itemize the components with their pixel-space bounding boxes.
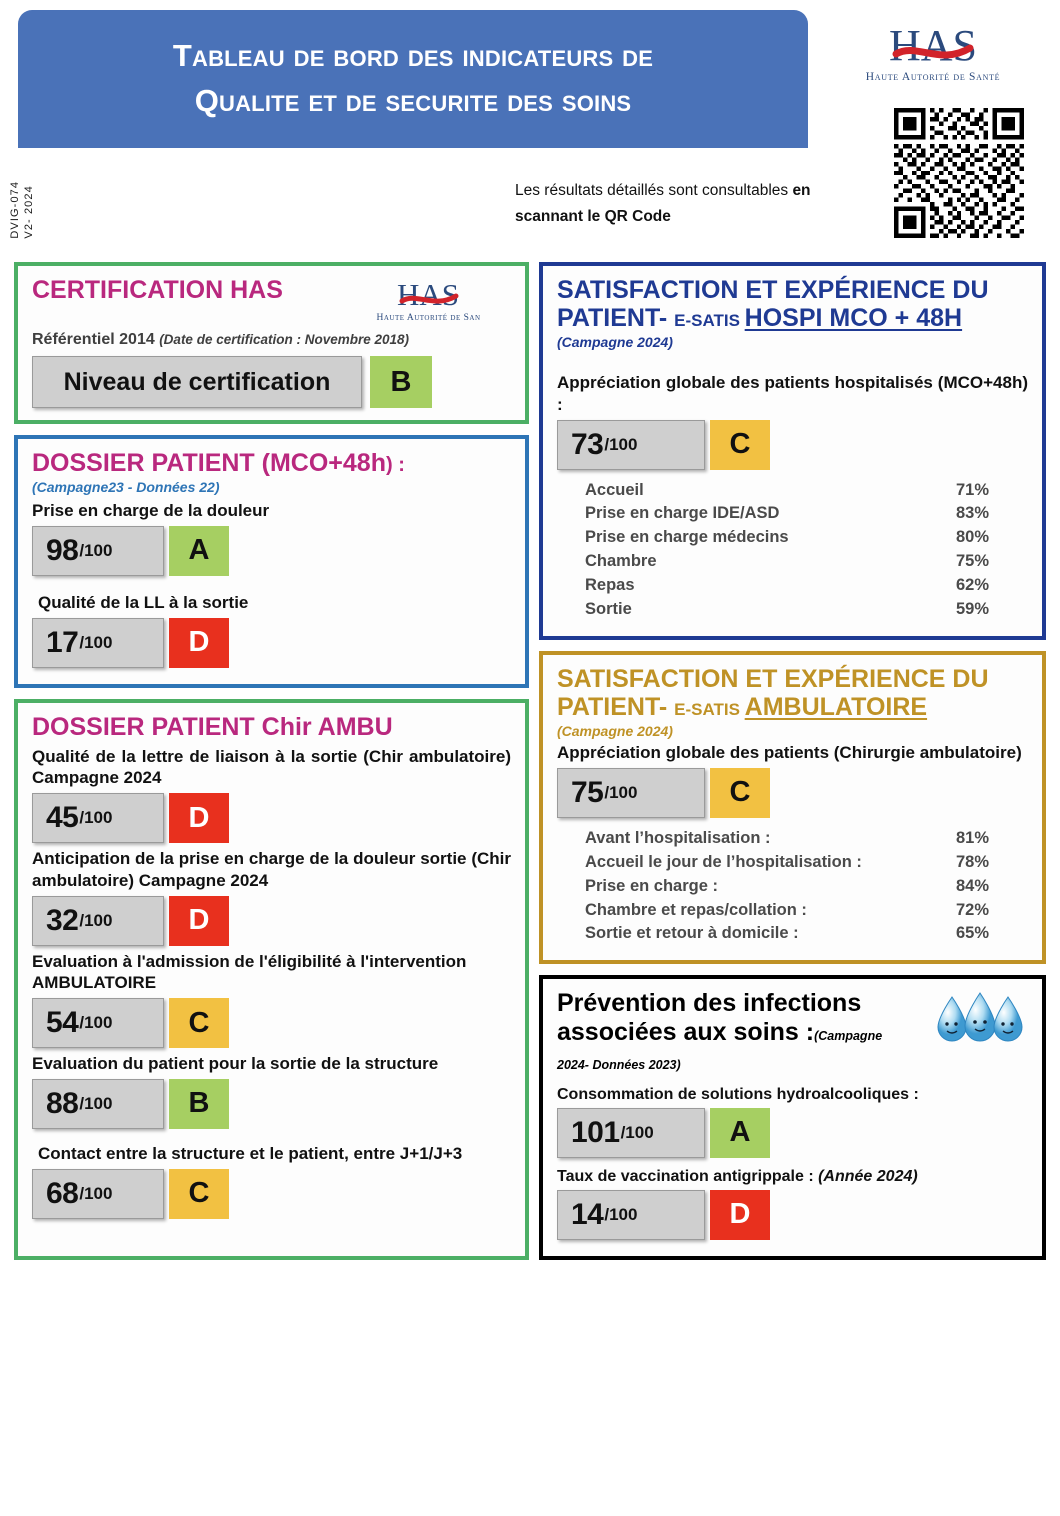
svg-text:HAS: HAS <box>888 22 978 70</box>
breakdown-row <box>585 598 1005 622</box>
dossier-ambu-score-box-0 <box>32 793 164 843</box>
satisfaction-mco-campaign: (Campagne 2024) <box>557 334 673 350</box>
dossier-ambu-score-value-2: 54 <box>46 1006 79 1039</box>
dossier-ambu-grade-4: C <box>169 1169 229 1219</box>
qr-instruction-bold: en scannant le QR Code <box>515 182 811 225</box>
dossier-mco-campaign: (Campagne23 - Données 22) <box>32 479 220 495</box>
certification-level-row <box>32 356 511 408</box>
satisfaction-mco-title <box>557 276 1028 332</box>
infections-indicator-label-1 <box>557 1168 1028 1186</box>
left-column <box>14 262 529 1260</box>
certification-has-logo <box>346 276 511 323</box>
panel-satisfaction-ambulatoire <box>539 651 1046 964</box>
infections-score-box-1 <box>557 1190 705 1240</box>
dashboard-title-banner <box>18 10 808 148</box>
satisfaction-mco-title-line1: SATISFACTION ET EXPÉRIENCE DU <box>557 276 989 304</box>
breakdown-value: 71% <box>955 480 989 499</box>
satisfaction-ambu-title-scope: AMBULATOIRE <box>744 693 928 722</box>
infections-score-denom-1: /100 <box>604 1204 638 1224</box>
breakdown-value: 80% <box>955 528 989 547</box>
breakdown-value: 59% <box>955 600 989 619</box>
dossier-mco-score-denom-1: /100 <box>79 632 113 652</box>
dossier-mco-score-value-1: 17 <box>46 625 79 659</box>
satisfaction-mco-score-value: 73 <box>571 427 604 461</box>
dossier-mco-score-row-1 <box>32 618 511 668</box>
dossier-ambu-score-value-4: 68 <box>46 1176 79 1210</box>
infections-score-value-1: 14 <box>571 1197 604 1231</box>
certification-has-logo-subtitle: Haute Autorité de San <box>376 313 481 323</box>
satisfaction-ambu-title-line2a: PATIENT- <box>557 693 675 722</box>
breakdown-value: 72% <box>955 900 989 919</box>
dossier-ambu-indicator-label-4: Contact entre la structure et le patient, entre J+1/J+3 <box>38 1143 463 1163</box>
dossier-ambu-score-denom-2: /100 <box>79 1013 113 1032</box>
dossier-mco-indicator-label-0: Prise en charge de la douleur <box>32 501 270 520</box>
breakdown-label: Sortie et retour à domicile : <box>585 924 799 943</box>
satisfaction-mco-title-scope: HOSPI MCO + 48H <box>744 304 963 332</box>
satisfaction-mco-global-label: Appréciation globale des patients hospitalisés (MCO+48h) : <box>557 373 1028 414</box>
dossier-ambu-score-value-3: 88 <box>46 1086 79 1120</box>
dossier-ambu-score-value-0: 45 <box>46 801 79 834</box>
dossier-ambu-score-box-3 <box>32 1079 164 1129</box>
qr-instruction-normal: Les résultats détaillés sont consultables <box>515 182 793 199</box>
dossier-mco-score-box-0 <box>32 526 164 576</box>
infections-score-row-1 <box>557 1190 1028 1240</box>
breakdown-label: Repas <box>585 576 635 595</box>
dossier-ambu-indicator-label-1: Anticipation de la prise en charge de la douleur sortie (Chir ambulatoire) Campagne 2024 <box>32 849 511 890</box>
dossier-ambu-score-denom-3: /100 <box>79 1093 113 1113</box>
dossier-ambu-score-row-0 <box>32 793 511 843</box>
satisfaction-ambu-grade: C <box>710 768 770 818</box>
breakdown-row <box>585 550 1005 574</box>
breakdown-value: 62% <box>955 576 989 595</box>
breakdown-value: 83% <box>955 504 989 523</box>
dossier-ambu-score-denom-4: /100 <box>79 1183 113 1203</box>
certification-title: CERTIFICATION HAS <box>32 276 283 304</box>
dossier-ambu-grade-0: D <box>169 793 229 843</box>
satisfaction-ambu-title-line1: SATISFACTION ET EXPÉRIENCE DU <box>557 665 989 694</box>
dossier-ambu-score-box-4 <box>32 1169 164 1219</box>
dossier-mco-score-value-0: 98 <box>46 533 79 567</box>
qr-instruction-text <box>515 178 875 229</box>
satisfaction-mco-title-esatis: E-SATIS <box>674 311 745 330</box>
breakdown-row <box>585 502 1005 526</box>
breakdown-row <box>585 526 1005 550</box>
certification-level-grade: B <box>370 356 432 408</box>
dossier-ambu-score-row-1 <box>32 896 511 946</box>
dossier-mco-score-denom-0: /100 <box>79 540 113 560</box>
water-droplets-icon <box>932 991 1028 1049</box>
has-logo-mark <box>828 22 1038 70</box>
dossier-ambu-score-denom-0: /100 <box>79 808 113 827</box>
satisfaction-ambu-score-value: 75 <box>571 775 604 809</box>
breakdown-label: Accueil le jour de l’hospitalisation : <box>585 852 862 871</box>
infections-score-denom-0: /100 <box>620 1122 654 1142</box>
dossier-mco-grade-0: A <box>169 526 229 576</box>
infections-score-value-0: 101 <box>571 1115 620 1149</box>
infections-title <box>557 989 917 1075</box>
breakdown-value: 78% <box>955 852 989 871</box>
infections-title-line2: associées aux soins : <box>557 1018 815 1047</box>
svg-text:HAS: HAS <box>396 278 460 312</box>
breakdown-row <box>585 899 1005 923</box>
infections-title-line1: Prévention des infections <box>557 989 862 1018</box>
infections-score-row-0 <box>557 1108 1028 1158</box>
certification-referential <box>32 331 511 349</box>
page-title-line-2: Qualite et de securite des soins <box>194 83 632 118</box>
breakdown-row <box>585 851 1005 875</box>
panel-dossier-patient-mco <box>14 435 529 688</box>
dossier-ambu-score-box-1 <box>32 896 164 946</box>
breakdown-row <box>585 574 1005 598</box>
dossier-ambu-grade-2: C <box>169 998 229 1048</box>
satisfaction-mco-score-box <box>557 420 705 470</box>
dossier-mco-title-main: DOSSIER PATIENT (MCO+48h <box>32 449 386 477</box>
dossier-ambu-score-row-4 <box>32 1169 511 1219</box>
certification-referential-date: (Date de certification : Novembre 2018) <box>159 332 410 347</box>
certification-has-logo-svg <box>346 278 511 312</box>
satisfaction-ambu-score-box <box>557 768 705 818</box>
satisfaction-ambu-campaign: (Campagne 2024) <box>557 723 673 740</box>
breakdown-row <box>585 479 1005 503</box>
satisfaction-mco-title-line2a: PATIENT- <box>557 304 675 332</box>
page-title-line-1: Tableau de bord des indicateurs de <box>172 38 654 74</box>
certification-has-logo-mark <box>346 278 511 312</box>
breakdown-value: 65% <box>955 924 989 943</box>
breakdown-label: Prise en charge : <box>585 876 718 895</box>
satisfaction-mco-breakdown <box>585 479 1005 623</box>
certification-referential-label: Référentiel 2014 <box>32 331 155 348</box>
infections-indicator-label-0: Consommation de solutions hydroalcooliques : <box>557 1085 919 1103</box>
dossier-mco-title <box>32 449 511 477</box>
breakdown-row <box>585 922 1005 946</box>
dossier-mco-score-box-1 <box>32 618 164 668</box>
dossier-ambu-score-box-2 <box>32 998 164 1048</box>
dossier-ambu-score-row-2 <box>32 998 511 1048</box>
dossier-ambu-indicator-label-3: Evaluation du patient pour la sortie de la structure <box>32 1054 439 1073</box>
water-droplets-svg <box>932 991 1028 1049</box>
dossier-mco-indicator-label-1: Qualité de la LL à la sortie <box>38 592 249 612</box>
dossier-mco-title-tail: ) : <box>385 454 405 476</box>
infections-grade-1: D <box>710 1190 770 1240</box>
infections-campaign: (Campagne 2024- Données 2023) <box>557 1029 883 1072</box>
satisfaction-mco-grade: C <box>710 420 770 470</box>
infections-score-box-0 <box>557 1108 705 1158</box>
dossier-ambu-title: DOSSIER PATIENT Chir AMBU <box>32 712 393 741</box>
breakdown-label: Prise en charge IDE/ASD <box>585 504 780 523</box>
breakdown-label: Sortie <box>585 600 632 619</box>
infections-indicator-note-1: (Année 2024) <box>818 1167 918 1185</box>
satisfaction-ambu-score-row <box>557 768 1028 818</box>
dossier-mco-score-row-0 <box>32 526 511 576</box>
breakdown-label: Prise en charge médecins <box>585 528 789 547</box>
dashboard-body <box>0 262 1060 1260</box>
satisfaction-ambu-title-esatis: E-SATIS <box>674 700 745 720</box>
satisfaction-ambu-title <box>557 665 1028 721</box>
infections-header <box>557 989 1028 1075</box>
breakdown-label: Chambre et repas/collation : <box>585 900 807 919</box>
breakdown-value: 81% <box>955 828 989 847</box>
dossier-mco-grade-1: D <box>169 618 229 668</box>
has-logo-subtitle: Haute Autorité de Santé <box>865 71 1001 83</box>
dossier-ambu-score-denom-1: /100 <box>79 910 113 930</box>
page-header <box>0 0 1060 239</box>
qr-code[interactable] <box>894 108 1024 238</box>
certification-header <box>32 276 511 323</box>
dossier-ambu-grade-1: D <box>169 896 229 946</box>
certification-level-label: Niveau de certification <box>32 356 362 408</box>
dossier-ambu-indicator-label-2: Evaluation à l'admission de l'éligibilité à l'intervention AMBULATOIRE <box>32 951 467 993</box>
qr-code-svg <box>894 108 1024 238</box>
breakdown-label: Chambre <box>585 552 657 571</box>
breakdown-value: 75% <box>955 552 989 571</box>
has-logo <box>828 22 1038 83</box>
panel-dossier-patient-chir-ambu <box>14 699 529 1260</box>
breakdown-row <box>585 827 1005 851</box>
panel-satisfaction-mco <box>539 262 1046 640</box>
satisfaction-ambu-score-denom: /100 <box>604 782 638 802</box>
dossier-ambu-grade-3: B <box>169 1079 229 1129</box>
right-column <box>539 262 1046 1260</box>
infections-indicator-text-1: Taux de vaccination antigrippale : <box>557 1167 819 1185</box>
panel-prevention-infections <box>539 975 1046 1259</box>
dossier-ambu-indicator-label-0: Qualité de la lettre de liaison à la sortie (Chir ambulatoire) Campagne 2024 <box>32 746 511 788</box>
breakdown-label: Avant l’hospitalisation : <box>585 828 771 847</box>
satisfaction-ambu-global-label: Appréciation globale des patients (Chirurgie ambulatoire) <box>557 743 1022 763</box>
has-logo-svg <box>828 22 1038 70</box>
satisfaction-mco-score-row <box>557 420 1028 470</box>
document-reference <box>9 181 37 239</box>
panel-certification-has <box>14 262 529 424</box>
breakdown-row <box>585 875 1005 899</box>
dossier-ambu-score-value-1: 32 <box>46 903 79 937</box>
satisfaction-mco-score-denom: /100 <box>604 434 638 454</box>
breakdown-label: Accueil <box>585 480 644 499</box>
breakdown-value: 84% <box>955 876 989 895</box>
document-reference-code: DVIG-074 <box>9 180 22 239</box>
dossier-ambu-score-row-3 <box>32 1079 511 1129</box>
satisfaction-ambu-breakdown <box>585 827 1005 947</box>
infections-grade-0: A <box>710 1108 770 1158</box>
document-reference-version: V2- 2024 <box>22 185 35 239</box>
